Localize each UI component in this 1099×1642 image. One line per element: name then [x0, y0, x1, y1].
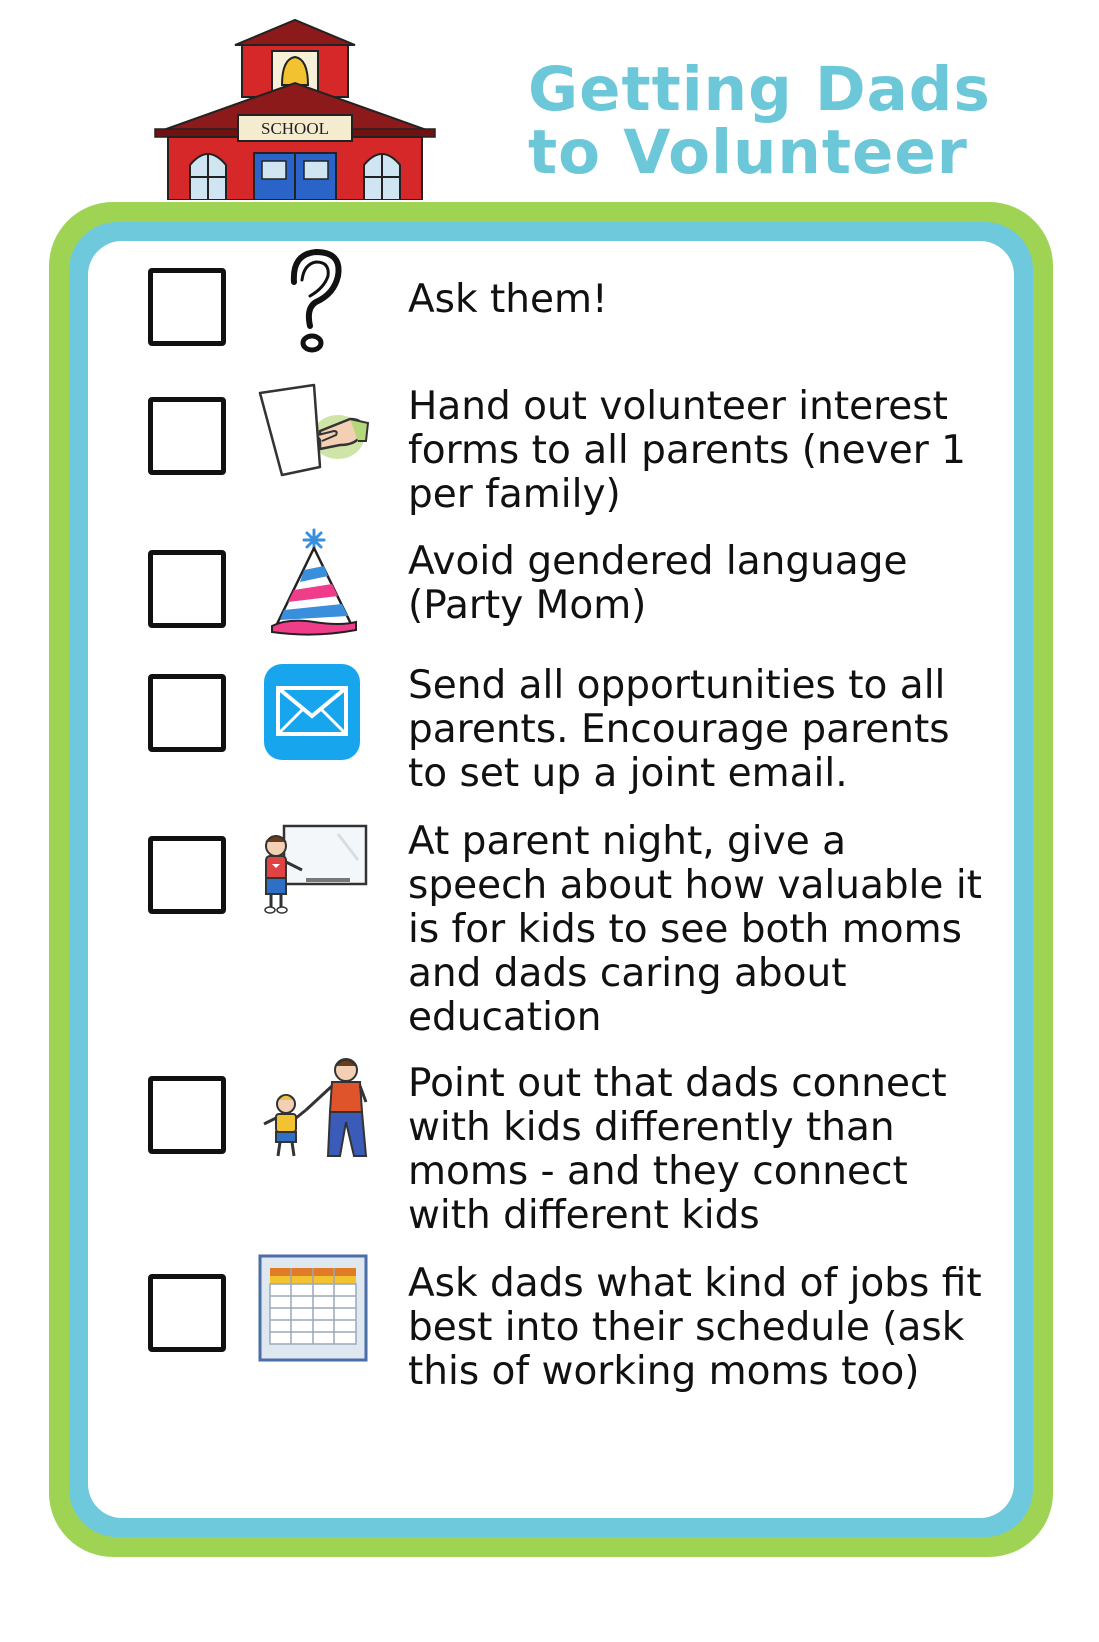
- checkbox[interactable]: [148, 674, 226, 752]
- title-line-1: Getting Dads: [528, 54, 991, 125]
- item-text: Hand out volunteer interest forms to all parents (never 1 per family): [408, 384, 966, 517]
- item-text: Point out that dads connect with kids differently than moms - and they connect with different kids: [408, 1061, 947, 1238]
- checkbox[interactable]: [148, 836, 226, 914]
- school-house-icon: [150, 15, 440, 200]
- schedule-table-icon: [258, 1252, 370, 1364]
- dad-and-child-icon: [258, 1052, 370, 1164]
- checkbox[interactable]: [148, 1076, 226, 1154]
- title-line-2: to Volunteer: [528, 117, 968, 188]
- checkbox[interactable]: [148, 268, 226, 346]
- checkbox[interactable]: [148, 397, 226, 475]
- school-sign: SCHOOL: [260, 119, 330, 138]
- item-text: Ask dads what kind of jobs fit best into their schedule (ask this of working moms too): [408, 1261, 982, 1394]
- party-hat-icon: [258, 526, 370, 638]
- page-title: [528, 54, 991, 188]
- mail-icon: [258, 658, 370, 770]
- item-text: Send all opportunities to all parents. Encourage parents to set up a joint email.: [408, 663, 950, 796]
- question-mark-icon: [258, 246, 370, 358]
- checkbox[interactable]: [148, 550, 226, 628]
- paper-form-icon: [258, 379, 370, 491]
- item-text: At parent night, give a speech about how valuable it is for kids to see both moms and dads caring about education: [408, 819, 982, 1040]
- checkbox[interactable]: [148, 1274, 226, 1352]
- item-text: Avoid gendered language (Party Mom): [408, 539, 908, 628]
- teacher-whiteboard-icon: [258, 820, 370, 932]
- item-text: Ask them!: [408, 277, 608, 322]
